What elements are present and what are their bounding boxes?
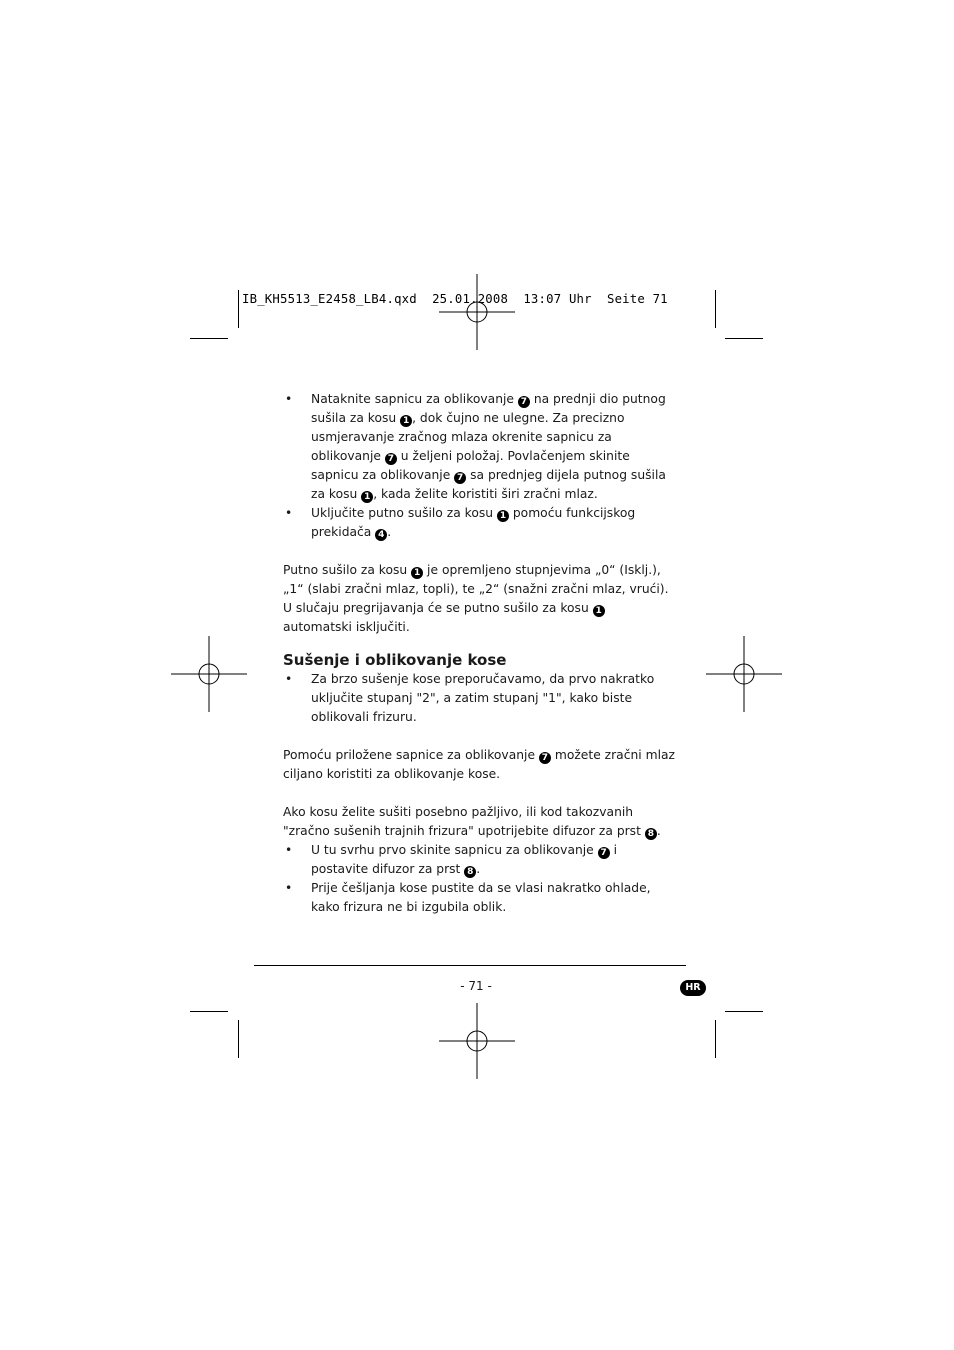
paragraph: Putno sušilo za kosu 1 je opremljeno stupnjevima „0“ (Isklj.), „1“ (slabi zračni mlaz, topli), te „2“ (snažni zračni mlaz, vrući). — [283, 563, 669, 596]
registration-mark-icon — [439, 1003, 515, 1079]
registration-mark-icon — [171, 636, 247, 712]
part-number-badge: 1 — [400, 415, 412, 427]
part-number-badge: 7 — [598, 847, 610, 859]
list-item: • U tu svrhu prvo skinite sapnicu za oblikovanje 7 i postavite difuzor za prst 8 . — [283, 841, 675, 879]
crop-mark — [190, 338, 228, 339]
crop-mark — [238, 1020, 239, 1058]
part-number-badge: 8 — [464, 866, 476, 878]
crop-mark — [715, 290, 716, 328]
bullet-list — [283, 390, 675, 542]
part-number-badge: 1 — [361, 491, 373, 503]
page-number: - 71 - — [460, 979, 492, 993]
part-number-badge: 8 — [645, 828, 657, 840]
paragraph: U slučaju pregrijavanja će se putno sušilo za kosu 1 automatski isključiti. — [283, 599, 675, 637]
section-heading: Sušenje i oblikovanje kose — [283, 651, 507, 669]
crop-mark — [725, 338, 763, 339]
part-number-badge: 4 — [375, 529, 387, 541]
bullet-list — [283, 670, 675, 727]
crop-mark — [715, 1020, 716, 1058]
language-badge: HR — [680, 980, 706, 996]
part-number-badge: 7 — [539, 752, 551, 764]
crop-mark — [238, 290, 239, 328]
part-number-badge: 7 — [518, 396, 530, 408]
footer-divider — [254, 965, 686, 966]
part-number-badge: 1 — [593, 605, 605, 617]
part-number-badge: 1 — [497, 510, 509, 522]
crop-mark — [725, 1011, 763, 1012]
part-number-badge: 1 — [411, 567, 423, 579]
paragraph: Ako kosu želite sušiti posebno pažljivo, ili kod takozvanih "zračno sušenih trajnih frizura" upotrijebite difuzor za prst 8 . — [283, 805, 661, 839]
list-item: • Uključite putno sušilo za kosu 1 pomoću funkcijskog prekidača 4 . — [283, 504, 675, 542]
paragraph: Pomoću priložene sapnice za oblikovanje 7 možete zračni mlaz ciljano koristiti za oblikovanje kose. — [283, 748, 675, 781]
crop-mark — [190, 1011, 228, 1012]
list-item: • Za brzo sušenje kose preporučavamo, da prvo nakratko uključite stupanj "2", a zatim stupanj "1", kako biste oblikovali frizuru. — [283, 670, 675, 727]
list-item: • Prije češljanja kose pustite da se vlasi nakratko ohlade, kako frizura ne bi izgubila oblik. — [283, 879, 675, 917]
part-number-badge: 7 — [385, 453, 397, 465]
main-content — [283, 390, 675, 917]
print-slug: IB_KH5513_E2458_LB4.qxd 25.01.2008 13:07 Uhr Seite 71 — [242, 292, 668, 306]
registration-mark-icon — [439, 274, 515, 350]
list-item: • Nataknite sapnicu za oblikovanje 7 na prednji dio putnog sušila za kosu 1 , dok čujno ne ulegne. Za precizno usmjeravanje zračnog mlaza okrenite sapnicu za oblikovanje 7 u željeni položaj. Povlačenjem skinite sapnicu za oblikovanje 7 sa prednjeg dijela putnog sušila za kosu 1 , kada želite koristiti širi zračni mlaz. — [283, 390, 675, 504]
part-number-badge: 7 — [454, 472, 466, 484]
registration-mark-icon — [706, 636, 782, 712]
bullet-list — [283, 841, 675, 917]
